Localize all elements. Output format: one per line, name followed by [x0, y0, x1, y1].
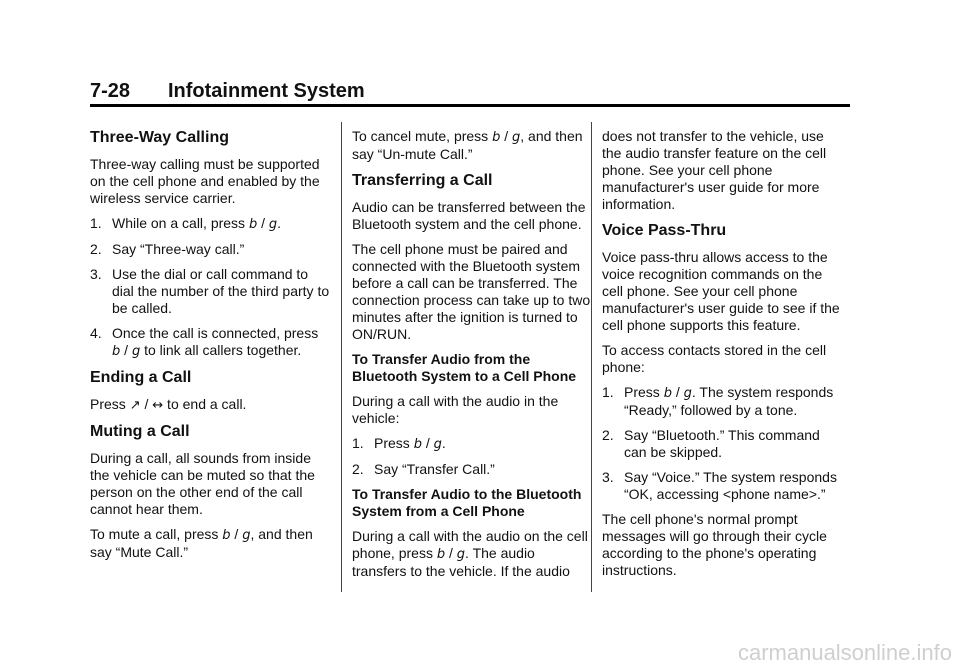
talk-icon: b [248, 217, 258, 232]
paragraph: Voice pass-thru allows access to the voice recognition commands on the cell phone. See your cell phone manufacturer's user guide to see if the cell phone supports this feature. [602, 249, 840, 333]
header-rule [90, 104, 850, 107]
list-item: 2. Say “Bluetooth.” This command can be skipped. [602, 427, 820, 460]
paragraph: During a call with the audio in the vehicle: [352, 393, 559, 426]
heading-transferring-a-call: Transferring a Call [352, 172, 493, 189]
paragraph: During a call with the audio on the cell phone, press b / g. The audio transfers to the vehicle. If the audio [352, 528, 588, 579]
column-3 [602, 128, 842, 587]
chapter-title: Infotainment System [168, 80, 365, 102]
paragraph: To mute a call, press b / g, and then say “Mute Call.” [90, 526, 313, 560]
heading-muting-a-call: Muting a Call [90, 423, 190, 440]
talk-icon: b [222, 528, 231, 543]
list-item: 1. While on a call, press b / g. [90, 215, 282, 232]
heading-voice-pass-thru: Voice Pass-Thru [602, 222, 727, 239]
page-number: 7-28 [90, 80, 131, 102]
phone-icon: g [683, 386, 692, 401]
paragraph: The cell phone must be paired and connected with the Bluetooth system before a call can be transferred. The connection process can take up to two minutes after the ignition is turned to ON/RUN. [352, 241, 591, 342]
phone-icon: g [456, 547, 466, 562]
list-item: 2. Say “Three-way call.” [90, 241, 245, 257]
phone-icon: g [433, 437, 442, 452]
paragraph: The cell phone's normal prompt messages will go through their cycle according to the phone's operating instructions. [602, 511, 827, 578]
phone-icon: g [512, 130, 521, 145]
talk-icon: b [492, 130, 501, 145]
list-item: 1. Press b / g. [352, 435, 446, 452]
talk-icon: b [663, 386, 672, 401]
list-item: 1. Press b / g. The system responds “Ready,” followed by a tone. [602, 384, 834, 418]
mute-icon: ↗ [129, 398, 141, 413]
list-item: 3. Use the dial or call command to dial the number of the third party to be called. [90, 266, 330, 316]
phone-icon: g [131, 344, 141, 359]
end-call-icon: ↔ [152, 398, 164, 413]
phone-icon: g [268, 217, 278, 232]
paragraph: To access contacts stored in the cell phone: [602, 342, 827, 375]
talk-icon: b [436, 547, 446, 562]
heading-ending-a-call: Ending a Call [90, 369, 192, 386]
list-item: 3. Say “Voice.” The system responds “OK, accessing <phone name>.” [602, 469, 837, 502]
paragraph: Three-way calling must be supported on the cell phone and enabled by the wireless service carrier. [90, 156, 320, 206]
list-item: 2. Say “Transfer Call.” [352, 461, 495, 477]
paragraph: During a call, all sounds from inside the vehicle can be muted so that the person on the other end of the call cannot hear them. [90, 450, 315, 517]
subheading: To Transfer Audio to the Bluetooth System from a Cell Phone [352, 486, 582, 519]
talk-icon: b [112, 344, 121, 359]
list-item: 4. Once the call is connected, press b / g to link all callers together. [90, 325, 319, 359]
paragraph: Audio can be transferred between the Bluetooth system and the cell phone. [352, 199, 586, 232]
heading-three-way-calling: Three-Way Calling [90, 129, 229, 146]
paragraph: Press ↗ / ↔ to end a call. [90, 396, 247, 413]
column-2 [352, 128, 592, 588]
column-divider-1 [341, 122, 342, 592]
paragraph: To cancel mute, press b / g, and then say “Un-mute Call.” [352, 128, 583, 162]
talk-icon: b [413, 437, 422, 452]
subheading: To Transfer Audio from the Bluetooth System to a Cell Phone [352, 351, 577, 384]
watermark: carmanualsonline.info [737, 640, 952, 665]
column-1 [90, 128, 330, 569]
phone-icon: g [242, 528, 251, 543]
paragraph: does not transfer to the vehicle, use the audio transfer feature on the cell phone. See your cell phone manufacturer's user guide for more information. [602, 128, 827, 212]
